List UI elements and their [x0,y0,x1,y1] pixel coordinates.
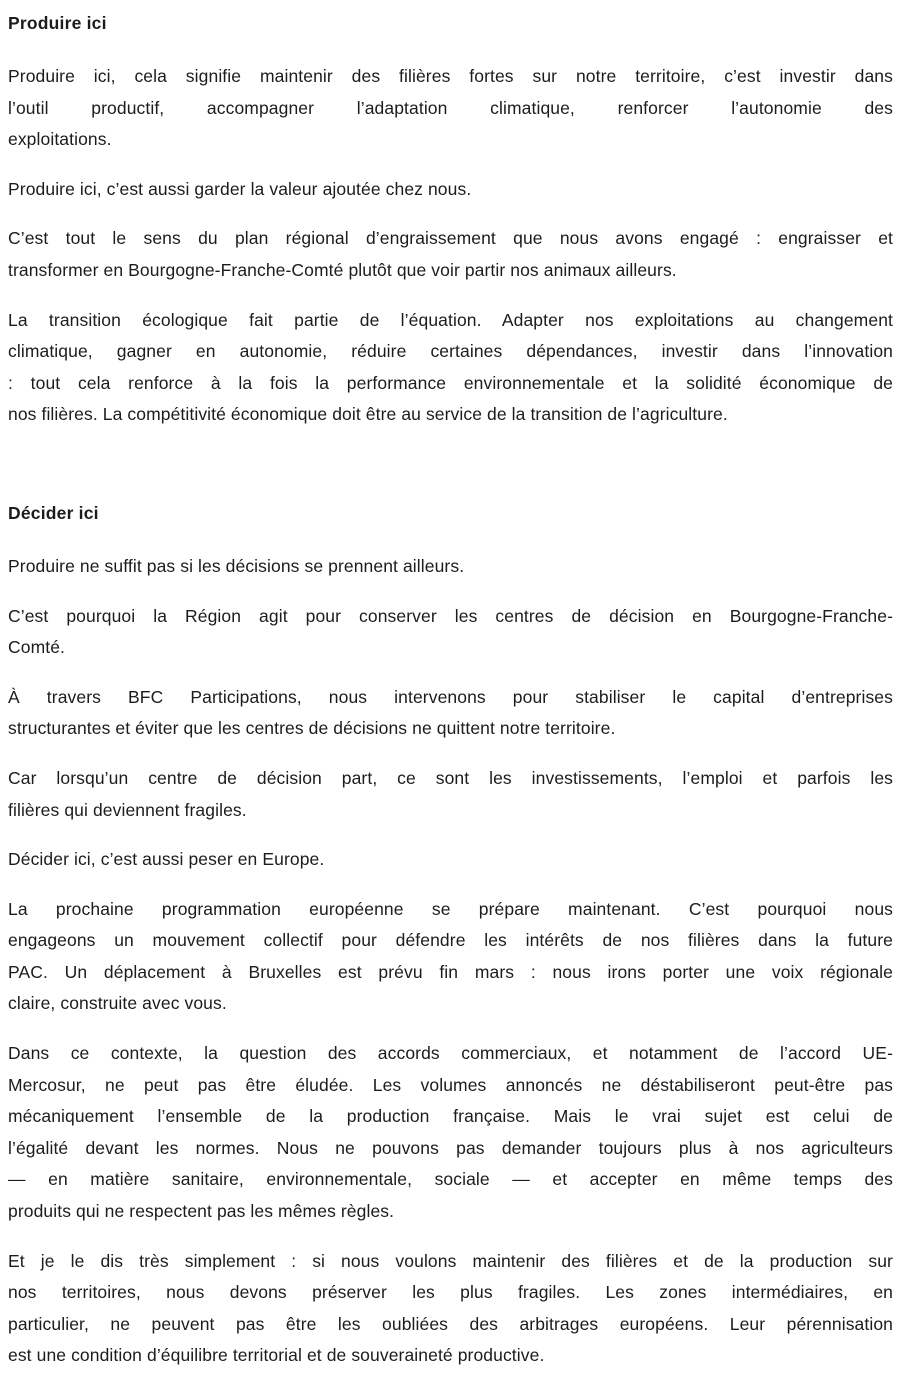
text-line: nos territoires, nous devons préserver les plus fragiles. Les zones intermédiaires, en [8,1282,893,1303]
paragraph [8,601,893,664]
paragraph [8,61,893,156]
text-line: structurantes et éviter que les centres de décisions ne quittent notre territoire. [8,718,616,739]
text-line: À travers BFC Participations, nous intervenons pour stabiliser le capital d’entreprises [8,686,893,707]
section-heading-decider-ici: Décider ici [8,502,99,523]
paragraph [8,763,893,826]
paragraph [8,174,893,206]
text-line: exploitations. [8,129,112,150]
text-line: produits qui ne respectent pas les mêmes règles. [8,1201,395,1222]
text-line: PAC. Un déplacement à Bruxelles est prévu fin mars : nous irons porter une voix régionale [8,961,893,982]
text-line: C’est tout le sens du plan régional d’engraissement que nous avons engagé : engraisser et [8,228,893,249]
text-line: Produire ici, c’est aussi garder la valeur ajoutée chez nous. [8,178,472,199]
text-line: Car lorsqu’un centre de décision part, ce sont les investissements, l’emploi et parfois les [8,767,893,788]
text-line: — en matière sanitaire, environnementale, sociale — et accepter en même temps des [8,1169,893,1190]
section-decider-ici [8,501,893,1372]
text-line: particulier, ne peuvent pas être les oubliées des arbitrages européens. Leur pérennisation [8,1313,893,1334]
text-line: nos filières. La compétitivité économique doit être au service de la transition de l’agriculture. [8,404,728,425]
text-line: La transition écologique fait partie de l’équation. Adapter nos exploitations au changement [8,309,893,330]
text-line: engageons un mouvement collectif pour défendre les intérêts de nos filières dans la future [8,930,893,951]
text-line: Dans ce contexte, la question des accords commerciaux, et notamment de l’accord UE- [8,1043,893,1064]
paragraph [8,551,893,583]
text-line: mécaniquement l’ensemble de la production française. Mais le vrai sujet est celui de [8,1106,893,1127]
paragraph [8,223,893,286]
paragraph [8,844,893,876]
paragraph [8,305,893,431]
text-line: claire, construite avec vous. [8,993,227,1014]
text-line: Mercosur, ne peut pas être éludée. Les volumes annoncés ne déstabiliseront peut-être pas [8,1074,893,1095]
text-line: l’outil productif, accompagner l’adaptation climatique, renforcer l’autonomie des [8,97,893,118]
text-line: Et je le dis très simplement : si nous voulons maintenir des filières et de la production sur [8,1250,893,1271]
text-line: est une condition d’équilibre territorial et de souveraineté productive. [8,1345,545,1366]
text-line: Produire ici, cela signifie maintenir des filières fortes sur notre territoire, c’est investir dans [8,66,893,86]
section-body [8,551,893,1372]
section-body [8,61,893,431]
text-line: C’est pourquoi la Région agit pour conserver les centres de décision en Bourgogne-Franche- [8,605,893,626]
section-heading-produire-ici: Produire ici [8,13,107,33]
paragraph [8,1038,893,1228]
paragraph [8,894,893,1020]
text-line: Comté. [8,637,66,658]
text-line: l’égalité devant les normes. Nous ne pouvons pas demander toujours plus à nos agriculteurs [8,1137,893,1158]
section-produire-ici [8,11,893,431]
text-line: transformer en Bourgogne-Franche-Comté plutôt que voir partir nos animaux ailleurs. [8,259,677,280]
text-line: Produire ne suffit pas si les décisions se prennent ailleurs. [8,555,465,576]
text-line: : tout cela renforce à la fois la performance environnementale et la solidité économique de [8,372,893,393]
text-line: Décider ici, c’est aussi peser en Europe. [8,849,325,870]
text-line: filières qui deviennent fragiles. [8,799,247,820]
text-line: climatique, gagner en autonomie, réduire certaines dépendances, investir dans l’innovation [8,341,893,362]
text-line: La prochaine programmation européenne se prépare maintenant. C’est pourquoi nous [8,898,893,919]
paragraph [8,1246,893,1372]
paragraph [8,682,893,745]
